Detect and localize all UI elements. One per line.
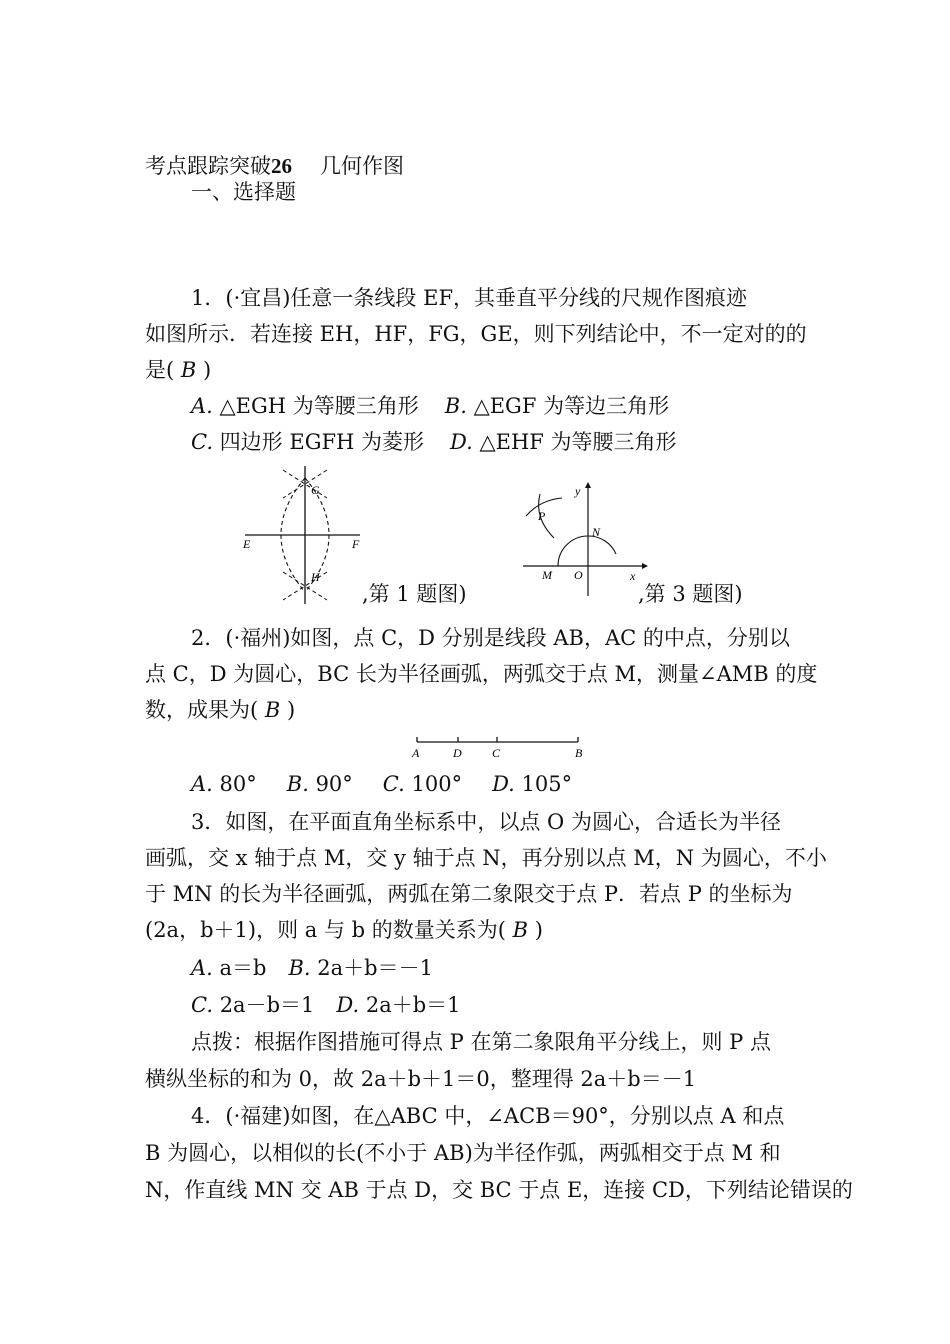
fig2-label-a: A bbox=[412, 746, 420, 760]
q3-optB-label: B. bbox=[288, 956, 311, 980]
title-suffix: 几何作图 bbox=[320, 154, 404, 178]
q2-optA-label: A. bbox=[191, 772, 213, 796]
q2-optB: 90° bbox=[315, 772, 353, 796]
q2-line2: 点 C，D 为圆心，BC 长为半径画弧，两弧交于点 M，测量∠AMB 的度 bbox=[145, 662, 818, 686]
q3-optA: a＝b bbox=[219, 956, 267, 980]
q3-paren-close: ) bbox=[534, 918, 543, 942]
figure-3-coordinate-construction bbox=[518, 480, 648, 600]
q2-optA: 80° bbox=[219, 772, 257, 796]
q2-text1: (·福州)如图，点 C，D 分别是线段 AB，AC 的中点，分别以 bbox=[225, 626, 790, 650]
fig1-label-h: H bbox=[311, 570, 320, 584]
q1-paren-close: ) bbox=[203, 358, 212, 382]
q3-hint-line1: 点拨：根据作图措施可得点 P 在第二象限角平分线上，则 P 点 bbox=[191, 1030, 771, 1054]
q4-number: 4． bbox=[191, 1104, 226, 1128]
q2-optB-label: B. bbox=[286, 772, 309, 796]
fig3-label-y: y bbox=[575, 484, 581, 498]
q3-number: 3． bbox=[191, 810, 226, 834]
fig3-y-arrow bbox=[585, 482, 591, 488]
section-heading: 一、选择题 bbox=[191, 180, 296, 204]
q3-optC: 2a－b＝1 bbox=[219, 993, 315, 1017]
q3-line4 bbox=[145, 918, 543, 942]
q3-answer: B bbox=[512, 918, 529, 942]
q2-number: 2． bbox=[191, 626, 226, 650]
q4-line2: B 为圆心，以相似的长(不小于 AB)为半径作弧，两弧相交于点 M 和 bbox=[145, 1141, 781, 1165]
q2-optC: 100° bbox=[411, 772, 463, 796]
q3-hint-line2: 横纵坐标的和为 0，故 2a＋b＋1＝0，整理得 2a＋b＝－1 bbox=[145, 1067, 697, 1091]
fig3-label-m: M bbox=[542, 568, 552, 582]
q3-optC-label: C. bbox=[191, 993, 213, 1017]
q1-options-cd bbox=[191, 430, 677, 454]
fig1-label-e: E bbox=[243, 537, 251, 551]
q2-line1 bbox=[191, 626, 790, 650]
q2-optD-label: D. bbox=[492, 772, 515, 796]
q2-optC-label: C. bbox=[382, 772, 405, 796]
q2-answer: B bbox=[264, 698, 281, 722]
fig1-label-f: F bbox=[352, 537, 360, 551]
q3-optD: 2a＋b＝1 bbox=[365, 993, 461, 1017]
fig2-label-d: D bbox=[453, 746, 462, 760]
fig3-label-n: N bbox=[592, 525, 601, 539]
q1-answer: B bbox=[180, 358, 197, 382]
q1-optA-label: A. bbox=[191, 394, 213, 418]
fig3-x-arrow bbox=[642, 563, 648, 569]
fig3-label-o: O bbox=[574, 568, 583, 582]
q4-text1: (·福建)如图，在△ABC 中，∠ACB＝90°，分别以点 A 和点 bbox=[225, 1104, 785, 1128]
q2-paren-close: ) bbox=[287, 698, 296, 722]
q4-line3: N，作直线 MN 交 AB 于点 D，交 BC 于点 E，连接 CD，下列结论错误的 bbox=[145, 1178, 853, 1202]
q1-optA: △EGH 为等腰三角形 bbox=[219, 394, 419, 418]
fig1-label-g: G bbox=[311, 483, 320, 497]
q1-line3 bbox=[145, 358, 211, 382]
q2-options bbox=[191, 772, 572, 796]
q1-line1 bbox=[191, 286, 747, 310]
fig3-label-x: x bbox=[630, 569, 636, 583]
title-number: 26 bbox=[271, 154, 292, 178]
fig3-label-p: P bbox=[538, 509, 546, 523]
q3-line2: 画弧，交 x 轴于点 M，交 y 轴于点 N，再分别以点 M，N 为圆心，不小 bbox=[145, 846, 827, 870]
q1-optB: △EGF 为等边三角形 bbox=[473, 394, 670, 418]
fig3-caption: ,第 3 题图) bbox=[638, 582, 743, 606]
fig1-caption: ,第 1 题图) bbox=[362, 582, 467, 606]
q1-paren-open: 是( bbox=[145, 358, 175, 382]
q2-optD: 105° bbox=[521, 772, 573, 796]
q1-optB-label: B. bbox=[444, 394, 467, 418]
fig2-label-c: C bbox=[492, 746, 501, 760]
q2-line3 bbox=[145, 698, 295, 722]
q1-text1: (·宜昌)任意一条线段 EF，其垂直平分线的尺规作图痕迹 bbox=[225, 286, 748, 310]
fig2-label-b: B bbox=[575, 746, 583, 760]
q3-optD-label: D. bbox=[336, 993, 360, 1017]
fig3-arc-o bbox=[558, 536, 588, 566]
title-prefix: 考点跟踪突破 bbox=[145, 154, 271, 178]
figure-1-perpendicular-bisector bbox=[235, 464, 375, 606]
q3-optA-label: A. bbox=[191, 956, 213, 980]
q1-number: 1． bbox=[191, 286, 226, 310]
q1-optD-label: D. bbox=[450, 430, 473, 454]
q1-optC-label: C. bbox=[191, 430, 213, 454]
q1-optC: 四边形 EGFH 为菱形 bbox=[219, 430, 425, 454]
q2-paren-open: 数，成果为( bbox=[145, 698, 259, 722]
q3-options-cd bbox=[191, 993, 461, 1017]
q1-options-ab bbox=[191, 394, 669, 418]
q3-text1: 如图，在平面直角坐标系中，以点 O 为圆心，合适长为半径 bbox=[225, 810, 781, 834]
q3-options-ab bbox=[191, 956, 433, 980]
q4-line1 bbox=[191, 1104, 784, 1128]
q3-line1 bbox=[191, 810, 781, 834]
q1-optD: △EHF 为等腰三角形 bbox=[479, 430, 677, 454]
figure-2-segment bbox=[405, 733, 590, 763]
q1-line2: 如图所示．若连接 EH，HF，FG，GE，则下列结论中，不一定对的的 bbox=[145, 322, 807, 346]
q3-text4: (2a，b＋1)，则 a 与 b 的数量关系为( bbox=[145, 918, 506, 942]
q3-line3: 于 MN 的长为半径画弧，两弧在第二象限交于点 P．若点 P 的坐标为 bbox=[145, 882, 793, 906]
q3-optB: 2a＋b＝－1 bbox=[317, 956, 433, 980]
